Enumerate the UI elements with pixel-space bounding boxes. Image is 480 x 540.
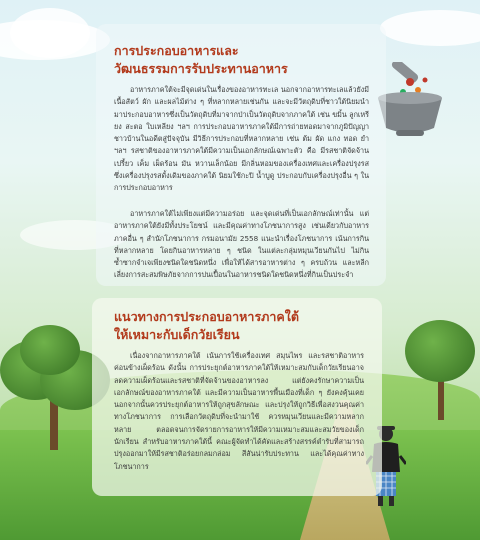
- tree-right: [400, 320, 480, 430]
- section1-paragraph1: อาหารภาคใต้จะมีจุดเด่นในเรื่องของอาหารทะเล นอกจากอาหารทะเลแล้วยังมีเนื้อสัตว์ ผัก และผลไม้ต่าง ๆ ที่หลากหลายเช่นกัน และจะมีวัตถุดิบที่ชาวใต้นิยมนำมาประกอบอาหารซึ่งเป็นวัตถุดิบที่มาจากป่าเป็นวัตถุดิบจากภาคใต้ เช่น ขมิ้น ลูกเหรียง สะตอ ใบเหลียง ฯลฯ การประกอบอาหารภาคใต้มีการถ่ายทอดมาจากภูมิปัญญาชาวบ้านในอดีตสู่ปัจจุบัน มีวิธีการประกอบที่หลากหลาย เช่น ต้ม ผัด แกง ทอด ยำ ฯลฯ รสชาติของอาหารภาคใต้มีความเป็นเอกลักษณ์เฉพาะตัว คือ มีรสชาติจัดจ้าน เปรี้ยว เค็ม เผ็ดร้อน มัน หวานเล็กน้อย มีกลิ่นหอมของเครื่องเทศและเครื่องปรุงรสซึ่งเครื่องปรุงรสดั้งเดิมของภาคใต้ นิยมใช้กะปิ น้ำบูดู ประกอบกับเครื่องปรุงอื่น ๆ ในการประกอบอาหาร: [114, 85, 369, 193]
- section1-title-line2: วัฒนธรรมการรับประทานอาหาร: [114, 61, 288, 76]
- cloud: [10, 8, 90, 58]
- section2-title-line1: แนวทางการประกอบอาหารภาคใต้: [114, 309, 299, 324]
- section1-paragraph2: อาหารภาคใต้ไม่เพียงแต่มีความอร่อย และจุดเด่นที่เป็นเอกลักษณ์เท่านั้น แต่อาหารภาคใต้ยังมีทั้งประโยชน์ และมีคุณค่าทางโภชนาการสูง เช่นเดียวกับอาหารภาคอื่น ๆ สำนักโภชนาการ กรมอนามัย 2558 แนะนำเรื่องโภชนาการ เน้นการกินที่หลากหลาย โดยกินอาหารหลาย ๆ ชนิด ในแต่ละกลุ่มหมุนเวียนกันไป ไม่กินซ้ำซากจำเจเพียงชนิดใดชนิดหนึ่ง เพื่อให้ได้สารอาหารต่าง ๆ ครบถ้วน และหลีกเลี่ยงการสะสมพิษภัยจากการปนเปื้อนในอาหารชนิดใดชนิดหนึ่งที่กินเป็นประจำ: [114, 209, 369, 280]
- section2-paragraph1: เนื่องจากอาหารภาคใต้ เน้นการใช้เครื่องเทศ สมุนไพร และรสชาติอาหารค่อนข้างเผ็ดร้อน ดังนั้น การประยุกต์อาหารภาคใต้ให้เหมาะสมกับเด็กวัยเรียนอาจลดความเผ็ดร้อนและรสชาติที่จัดจ้านของอาหารลง แต่ยังคงรักษาความเป็นเอกลักษณ์ของอาหารภาคใต้ และมีความเป็นอาหารพื้นเมืองที่เด็ก ๆ ยังคงคุ้นเคย นอกจากนั้นควรประยุกต์อาหารให้ถูกสุขลักษณะ และปรุงให้ถูกวิธีเพื่อสงวนคุณค่าทางโภชนาการ การเลือกวัตถุดิบที่จะนำมาใช้ ควรหมุนเวียนและมีความหลากหลาย ตลอดจนการจัดรายการอาหารให้มีความเหมาะสมและสมวัยของเด็กนักเรียน สำหรับอาหารภาคใต้นี้ คณะผู้จัดทำได้คัดและสร้างสรรค์ตำรับที่สามารถปรุงออกมาให้มีรสชาติอร่อยกลมกล่อม สีสันน่ารับประทาน และได้คุณค่าทางโภชนาการ: [114, 351, 364, 471]
- section1-title-line1: การประกอบอาหารและ: [114, 43, 239, 58]
- section2-title-line2: ให้เหมาะกับเด็กวัยเรียน: [114, 327, 240, 342]
- cloud: [380, 10, 480, 46]
